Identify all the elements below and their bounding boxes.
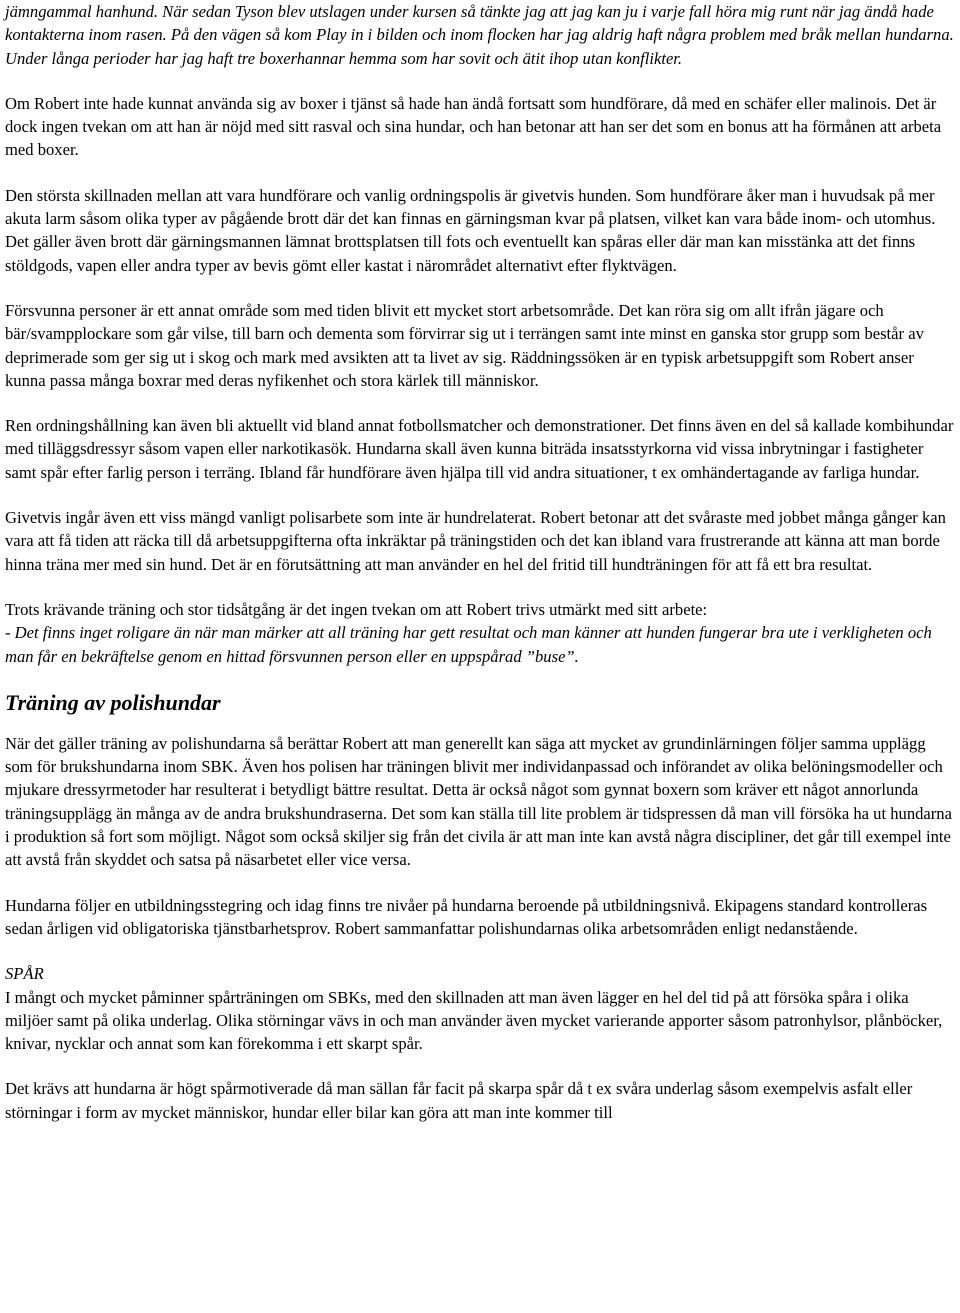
paragraph-police-work: Givetvis ingår även ett viss mängd vanligt polisarbete som inte är hundrelaterat. Robert betonar att det svåraste med jobbet många gånger kan vara att få tiden att räcka till då arbetsuppgifterna ofta inkräktar på träningstiden och det kan ibland vara frustrerande att känna att man borde hinna träna mer med sin hund. Det är en förutsättning att man använder en hel del fritid till hundträningen för att få ett bra resultat. bbox=[5, 508, 946, 574]
paragraph-career: Om Robert inte hade kunnat använda sig av boxer i tjänst så hade han ändå fortsatt som hundförare, då med en schäfer eller malinois. Det är dock ingen tvekan om att han är nöjd med sitt rasval och sina hundar, och han betonar att han ser det som en bonus att ha förmånen att arbeta med boxer. bbox=[5, 93, 942, 160]
paragraph-tracking-motivation: Det krävs att hundarna är högt spårmotiverade då man sällan får facit på skarpa spår då t ex svåra underlag såsom exempelvis asfalt eller störningar i form av mycket människor, hundar eller bilar kan göra att man inte kommer till bbox=[5, 1079, 913, 1122]
paragraph-missing-persons: Försvunna personer är ett annat område som med tiden blivit ett mycket stort arbetsområde. Det kan röra sig om allt ifrån jägare och bär/svampplockare som går vilse, till barn och dementa som förvirrar sig ut i terrängen samt inte minst en ganska stor grupp som består av deprimerade som ger sig ut i skog och mark med avsikten att ta livet av sig. Räddningssöken är en typisk arbetsuppgift som Robert anser kunna passa många boxrar med deras nyfikenhet och stora kärlek till människor. bbox=[5, 300, 924, 390]
paragraph-training: När det gäller träning av polishundarna så berättar Robert att man generellt kan säga att mycket av grundinlärningen följer samma upplägg som för brukshundarna inom SBK. Även hos polisen har träningen blivit mer individanpassad och införandet av olika belöningsmodeller och mjukare dressyrmetoder har resulterat i betydligt bättre resultat. Detta är också något som gynnat boxern som kräver ett något annorlunda träningsupplägg än många av de andra brukshundraserna. Det som kan ställa till lite problem är tidspressen då man vill försöka ha ut hundarna i produktion så fort som möjligt. Något som också skiljer sig från det civila är att man inte kan avstå några discipliner, det går till exempel inte att avstå från skyddet och satsa på näsarbetet eller vice versa. bbox=[5, 733, 952, 870]
subheading-spar: SPÅR bbox=[5, 964, 44, 984]
paragraph-order-keeping: Ren ordningshållning kan även bli aktuellt vid bland annat fotbollsmatcher och demonstrationer. Det finns även en del så kallade kombihundar med tilläggsdressyr såsom vapen eller narkotikasök. Hundarna skall även kunna biträda insatsstyrkorna vid vissa inbrytningar i fastigheter samt spår efter farlig person i terräng. Ibland får hundförare även hjälpa till vid andra situationer, t ex omhändertagande av farliga hundar. bbox=[5, 416, 954, 482]
document-page bbox=[5, 0, 957, 1146]
paragraph-differences: Den största skillnaden mellan att vara hundförare och vanlig ordningspolis är givetvis hunden. Som hundförare åker man i huvudsak på mer akuta larm såsom olika typer av pågående brott där det kan finnas en gärningsman kvar på platsen, vilket kan vara både inom- och utomhus. Det gäller även brott där gärningsmannen lämnat brottsplatsen till fots och eventuellt kan spåras eller där man kan misstänka att det finns stöldgods, vapen eller andra typer av bevis gömt eller kastat i närområdet alternativt efter flyktvägen. bbox=[5, 185, 936, 275]
paragraph-quote: - Det finns inget roligare än när man märker att all träning har gett resultat och man känner att hunden fungerar bra ute i verkligheten och man får en bekräftelse genom en hittad försvunnen person eller en uppspårad ”buse”. bbox=[5, 623, 932, 666]
intro-paragraph: jämngammal hanhund. När sedan Tyson blev utslagen under kursen så tänkte jag att jag kan ju i varje fall höra mig runt när jag ändå hade kontakterna inom rasen. På den vägen så kom Play in i bilden och inom flocken har jag aldrig haft några problem med bråk mellan hundarna. Under långa perioder har jag haft tre boxerhannar hemma som har sovit och ätit ihop utan konflikter. bbox=[5, 2, 954, 68]
paragraph-levels: Hundarna följer en utbildningsstegring och idag finns tre nivåer på hundarna beroende på utbildningsnivå. Ekipagens standard kontrolleras sedan årligen vid obligatoriska tjänstbarhetsprov. Robert sammanfattar polishundarnas olika arbetsområden enligt nedanstående. bbox=[5, 895, 928, 938]
section-heading: Träning av polishundar bbox=[5, 689, 221, 715]
paragraph-tracking: I mångt och mycket påminner spårträningen om SBKs, med den skillnaden att man även lägger en hel del tid på att försöka spåra i olika miljöer samt på olika underlag. Olika störningar vävs in och man använder även mycket varierande apporter såsom patronhylsor, plånböcker, knivar, nycklar och annat som kan förekomma i ett skarpt spår. bbox=[5, 987, 943, 1054]
paragraph-enjoyment-lead: Trots krävande träning och stor tidsåtgång är det ingen tvekan om att Robert trivs utmärkt med sitt arbete: bbox=[5, 599, 708, 619]
